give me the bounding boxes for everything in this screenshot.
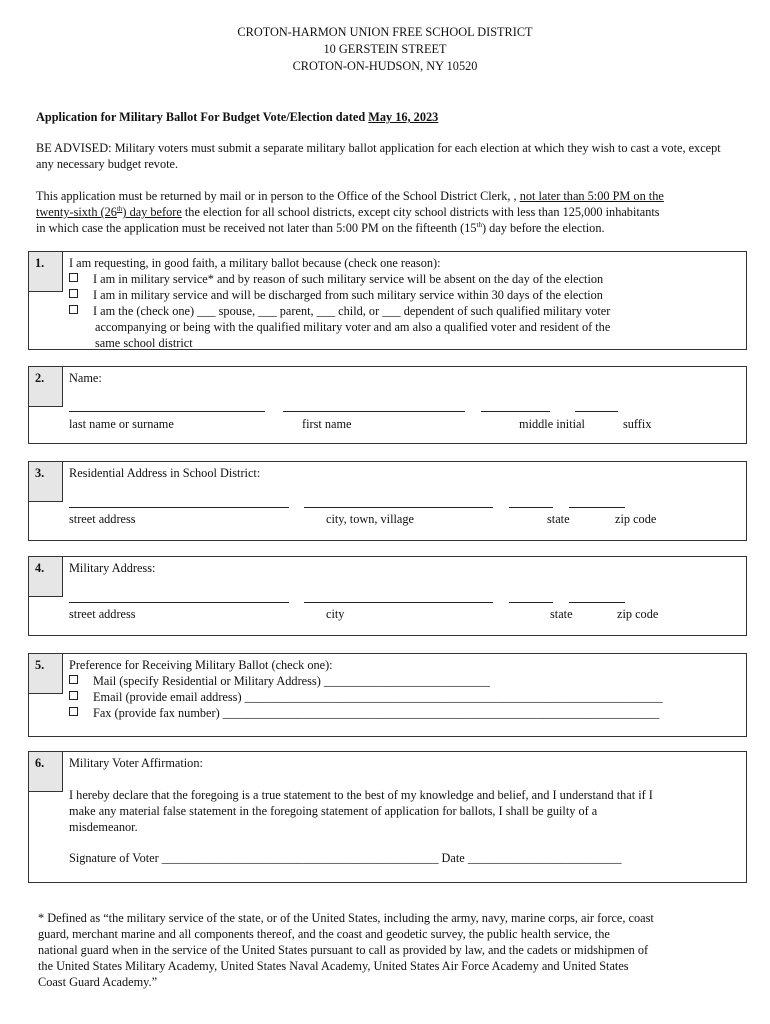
section-1-reason: 1. I am requesting, in good faith, a military ballot because (check one reason): I am in military service* and by reason of such military service will be absent on the day of the election I am in military service and will be discharged from such military service within 30 days of the election I am the (check one) ___ spouse, ___ parent, ___ child, or ___ dependent of such qualified military voter accompanying or being with the qualified military voter and am also a qualified voter and resident of the same school district [28,251,747,350]
section-3-residential-address: 3. Residential Address in School District: street address city, town, village state zip code [28,461,747,541]
delivery-option-fax[interactable]: Fax (provide fax number) _______________________________________________________________________ [69,705,91,721]
section-number: 6. [29,752,63,792]
section-number: 1. [29,252,63,292]
checkbox[interactable] [69,707,78,716]
section-number: 2. [29,367,63,407]
form-title: Application for Military Ballot For Budget Vote/Election dated May 16, 2023 [36,110,439,124]
state-field[interactable] [509,602,553,603]
last-name-field[interactable] [69,411,265,412]
zip-field[interactable] [569,602,625,603]
district-name: CROTON-HARMON UNION FREE SCHOOL DISTRICT [237,25,533,39]
footnote: * Defined as “the military service of the state, or of the United States, including the army, navy, marine corps, air force, coast guard, merchant marine and all components thereof, and the coast and geodetic survey, the public health service, the national guard when in the service of the United States pursuant to call as provided by law, and the cadets or midshipmen of the United States Military Academy, United States Naval Academy, United States Air Force Academy and United States Coast Guard Academy.” [38,911,654,989]
street-address-field[interactable] [69,507,289,508]
advisory-text: BE ADVISED: Military voters must submit a separate military ballot application for each election at which they wish to cast a vote, except any necessary budget revote. [36,141,721,171]
affirmation-label: Military Voter Affirmation: [69,756,203,770]
zip-field[interactable] [569,507,625,508]
state-field[interactable] [509,507,553,508]
preference-label: Preference for Receiving Military Ballot (check one): [69,658,333,672]
delivery-option-mail[interactable]: Mail (specify Residential or Military Address) ___________________________ [69,673,91,689]
section-6-affirmation: 6. Military Voter Affirmation: I hereby declare that the foregoing is a true statement to the best of my knowledge and belief, and I understand that if I make any material false statement in the foregoing statement of application for ballots, I shall be guilty of a misdemeanor. Signature of Voter _____________________________________________ Date _________________________ [28,751,747,883]
suffix-field[interactable] [575,411,618,412]
checkbox[interactable] [69,305,78,314]
section-number: 4. [29,557,63,597]
section-5-delivery-preference [28,653,747,737]
district-city: CROTON-ON-HUDSON, NY 10520 [292,59,478,73]
deadline-text: This application must be returned by mail or in person to the Office of the School District Clerk, , not later than 5:00 PM on the twenty-sixth (26th) day before the election for all school districts, except city school districts with less than 125,000 inhabitants in which case the application must be received not later than 5:00 PM on the fifteenth (15th) day before the election. [36,189,664,235]
section-2-name: 2. Name: last name or surname first name middle initial suffix [28,366,747,444]
reason-option-discharged[interactable]: I am in military service and will be discharged from such military service within 30 days of the election [69,287,91,303]
military-address-label: Military Address: [69,561,156,575]
reason-option-relative[interactable]: I am the (check one) ___ spouse, ___ parent, ___ child, or ___ dependent of such qualified military voter [69,303,91,319]
checkbox[interactable] [69,273,78,282]
checkbox[interactable] [69,691,78,700]
election-date: May 16, 2023 [368,110,439,124]
name-label: Name: [69,371,102,385]
delivery-option-email[interactable]: Email (provide email address) ____________________________________________________________________ [69,689,91,705]
checkbox[interactable] [69,289,78,298]
signature-line[interactable]: Signature of Voter _____________________________________________ Date _________________________ [69,851,622,865]
reason-option-absent[interactable]: I am in military service* and by reason of such military service will be absent on the day of the election [69,271,91,287]
first-name-field[interactable] [283,411,465,412]
section-number: 5. [29,654,63,694]
section-number: 3. [29,462,63,502]
street-address-field[interactable] [69,602,289,603]
middle-initial-field[interactable] [481,411,550,412]
city-field[interactable] [304,602,493,603]
reason-intro: I am requesting, in good faith, a military ballot because (check one reason): [69,256,441,270]
city-field[interactable] [304,507,493,508]
checkbox[interactable] [69,675,78,684]
district-street: 10 GERSTEIN STREET [323,42,447,56]
section-4-military-address: 4. Military Address: street address city state zip code [28,556,747,636]
residential-address-label: Residential Address in School District: [69,466,261,480]
